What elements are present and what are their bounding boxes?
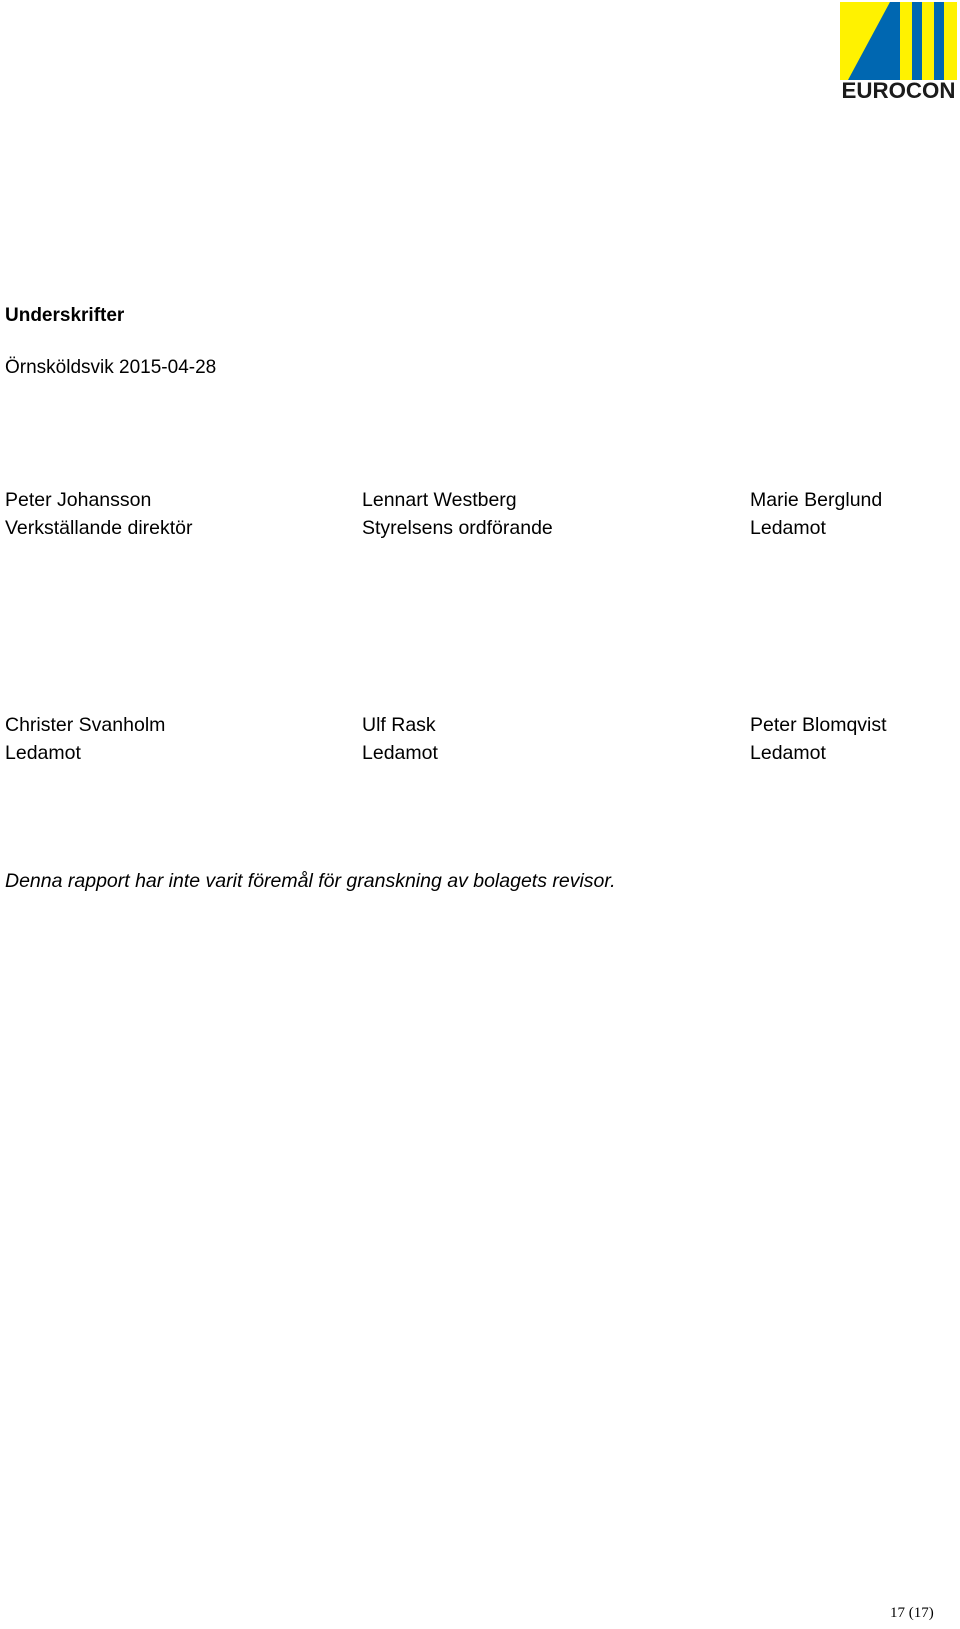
signature-block <box>750 711 887 767</box>
signatory-title: Verkställande direktör <box>5 517 193 539</box>
eurocon-logo-graphic <box>840 2 957 100</box>
signature-block <box>5 711 165 767</box>
signatory-name: Peter Blomqvist <box>750 714 887 736</box>
signatory-title: Ledamot <box>750 517 826 539</box>
signatory-title: Ledamot <box>5 742 81 764</box>
signatory-name: Peter Johansson <box>5 489 152 511</box>
logo-text: EUROCON <box>841 78 956 100</box>
section-heading: Underskrifter <box>5 305 125 326</box>
eurocon-logo <box>840 2 957 100</box>
audit-note: Denna rapport har inte varit föremål för granskning av bolagets revisor. <box>5 870 616 892</box>
signature-block <box>362 486 553 542</box>
signatory-name: Lennart Westberg <box>362 489 517 511</box>
place-date: Örnsköldsvik 2015-04-28 <box>5 357 217 378</box>
signatory-title: Ledamot <box>750 742 826 764</box>
signatory-title: Ledamot <box>362 742 438 764</box>
page-number: 17 (17) <box>890 1605 934 1621</box>
signature-block <box>362 711 438 767</box>
signatory-name: Marie Berglund <box>750 489 883 511</box>
signature-block <box>750 486 882 542</box>
signatory-title: Styrelsens ordförande <box>362 517 553 539</box>
signatory-name: Christer Svanholm <box>5 714 166 736</box>
signature-block <box>5 486 193 542</box>
signatory-name: Ulf Rask <box>362 714 436 736</box>
